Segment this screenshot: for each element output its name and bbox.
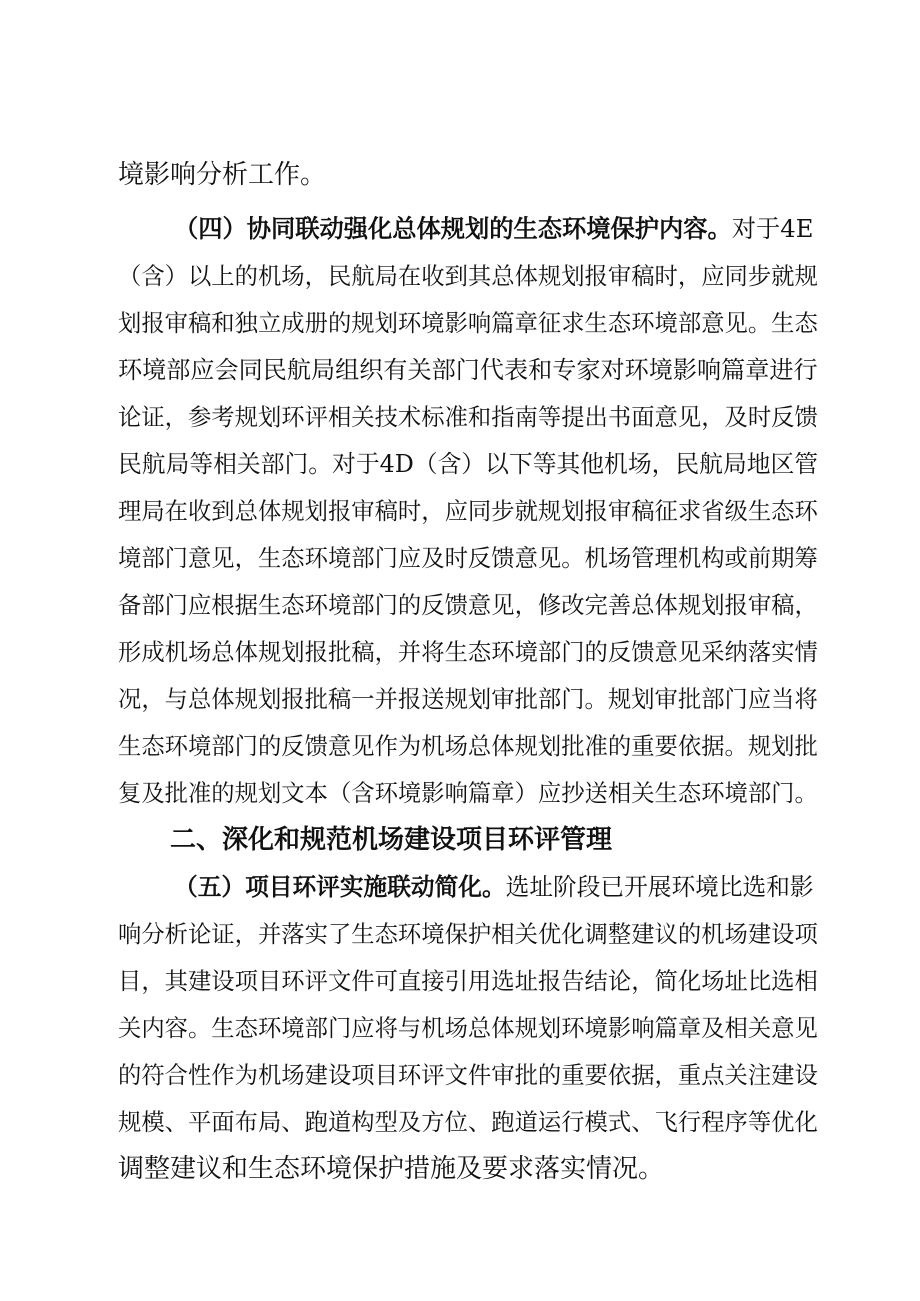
text-line: 响分析论证，并落实了生态环境保护相关优化调整建议的机场建设项	[118, 920, 818, 948]
section-heading: 二、深化和规范机场建设项目环评管理	[170, 825, 613, 855]
text-line: 况，与总体规划报批稿一并报送规划审批部门。规划审批部门应当将	[118, 685, 818, 713]
text-line: 形成机场总体规划报批稿，并将生态环境部门的反馈意见采纳落实情	[118, 638, 818, 666]
text-line: 划报审稿和独立成册的规划环境影响篇章征求生态环境部意见。生态	[118, 309, 818, 337]
paragraph-5-line-1	[174, 867, 814, 907]
text-line: 理局在收到总体规划报审稿时，应同步就规划报审稿征求省级生态环	[118, 497, 818, 525]
text-line: 关内容。生态环境部门应将与机场总体规划环境影响篇章及相关意见	[118, 1014, 818, 1042]
text-line: 民航局等相关部门。对于4D（含）以下等其他机场，民航局地区管	[118, 450, 819, 478]
paragraph-4-heading: （四）协同联动强化总体规划的生态环境保护内容。	[174, 214, 732, 243]
text-line: 境影响分析工作。	[118, 160, 327, 190]
paragraph-4-line-1	[174, 209, 814, 249]
text-line: 规模、平面布局、跑道构型及方位、跑道运行模式、飞行程序等优化	[118, 1108, 818, 1136]
text-line: 环境部应会同民航局组织有关部门代表和专家对环境影响篇章进行	[118, 356, 818, 384]
paragraph-5-line-1-tail: 选址阶段已开展环境比选和影	[505, 873, 814, 901]
text-line: 复及批准的规划文本（含环境影响篇章）应抄送相关生态环境部门。	[118, 779, 818, 807]
text-line: 备部门应根据生态环境部门的反馈意见，修改完善总体规划报审稿，	[118, 591, 818, 619]
text-line: 论证，参考规划环评相关技术标准和指南等提出书面意见，及时反馈	[118, 403, 818, 431]
text-line: 的符合性作为机场建设项目环评文件审批的重要依据，重点关注建设	[118, 1061, 818, 1089]
text-line: 境部门意见，生态环境部门应及时反馈意见。机场管理机构或前期筹	[118, 544, 818, 572]
text-line: 生态环境部门的反馈意见作为机场总体规划批准的重要依据。规划批	[118, 732, 818, 760]
text-line: 调整建议和生态环境保护措施及要求落实情况。	[118, 1154, 665, 1184]
paragraph-4-line-1-tail: 对于4E	[731, 214, 814, 243]
paragraph-5-heading: （五）项目环评实施联动简化。	[174, 873, 506, 901]
text-line: 目，其建设项目环评文件可直接引用选址报告结论，简化场址比选相	[118, 967, 818, 995]
text-line: （含）以上的机场，民航局在收到其总体规划报审稿时，应同步就规	[118, 262, 818, 290]
